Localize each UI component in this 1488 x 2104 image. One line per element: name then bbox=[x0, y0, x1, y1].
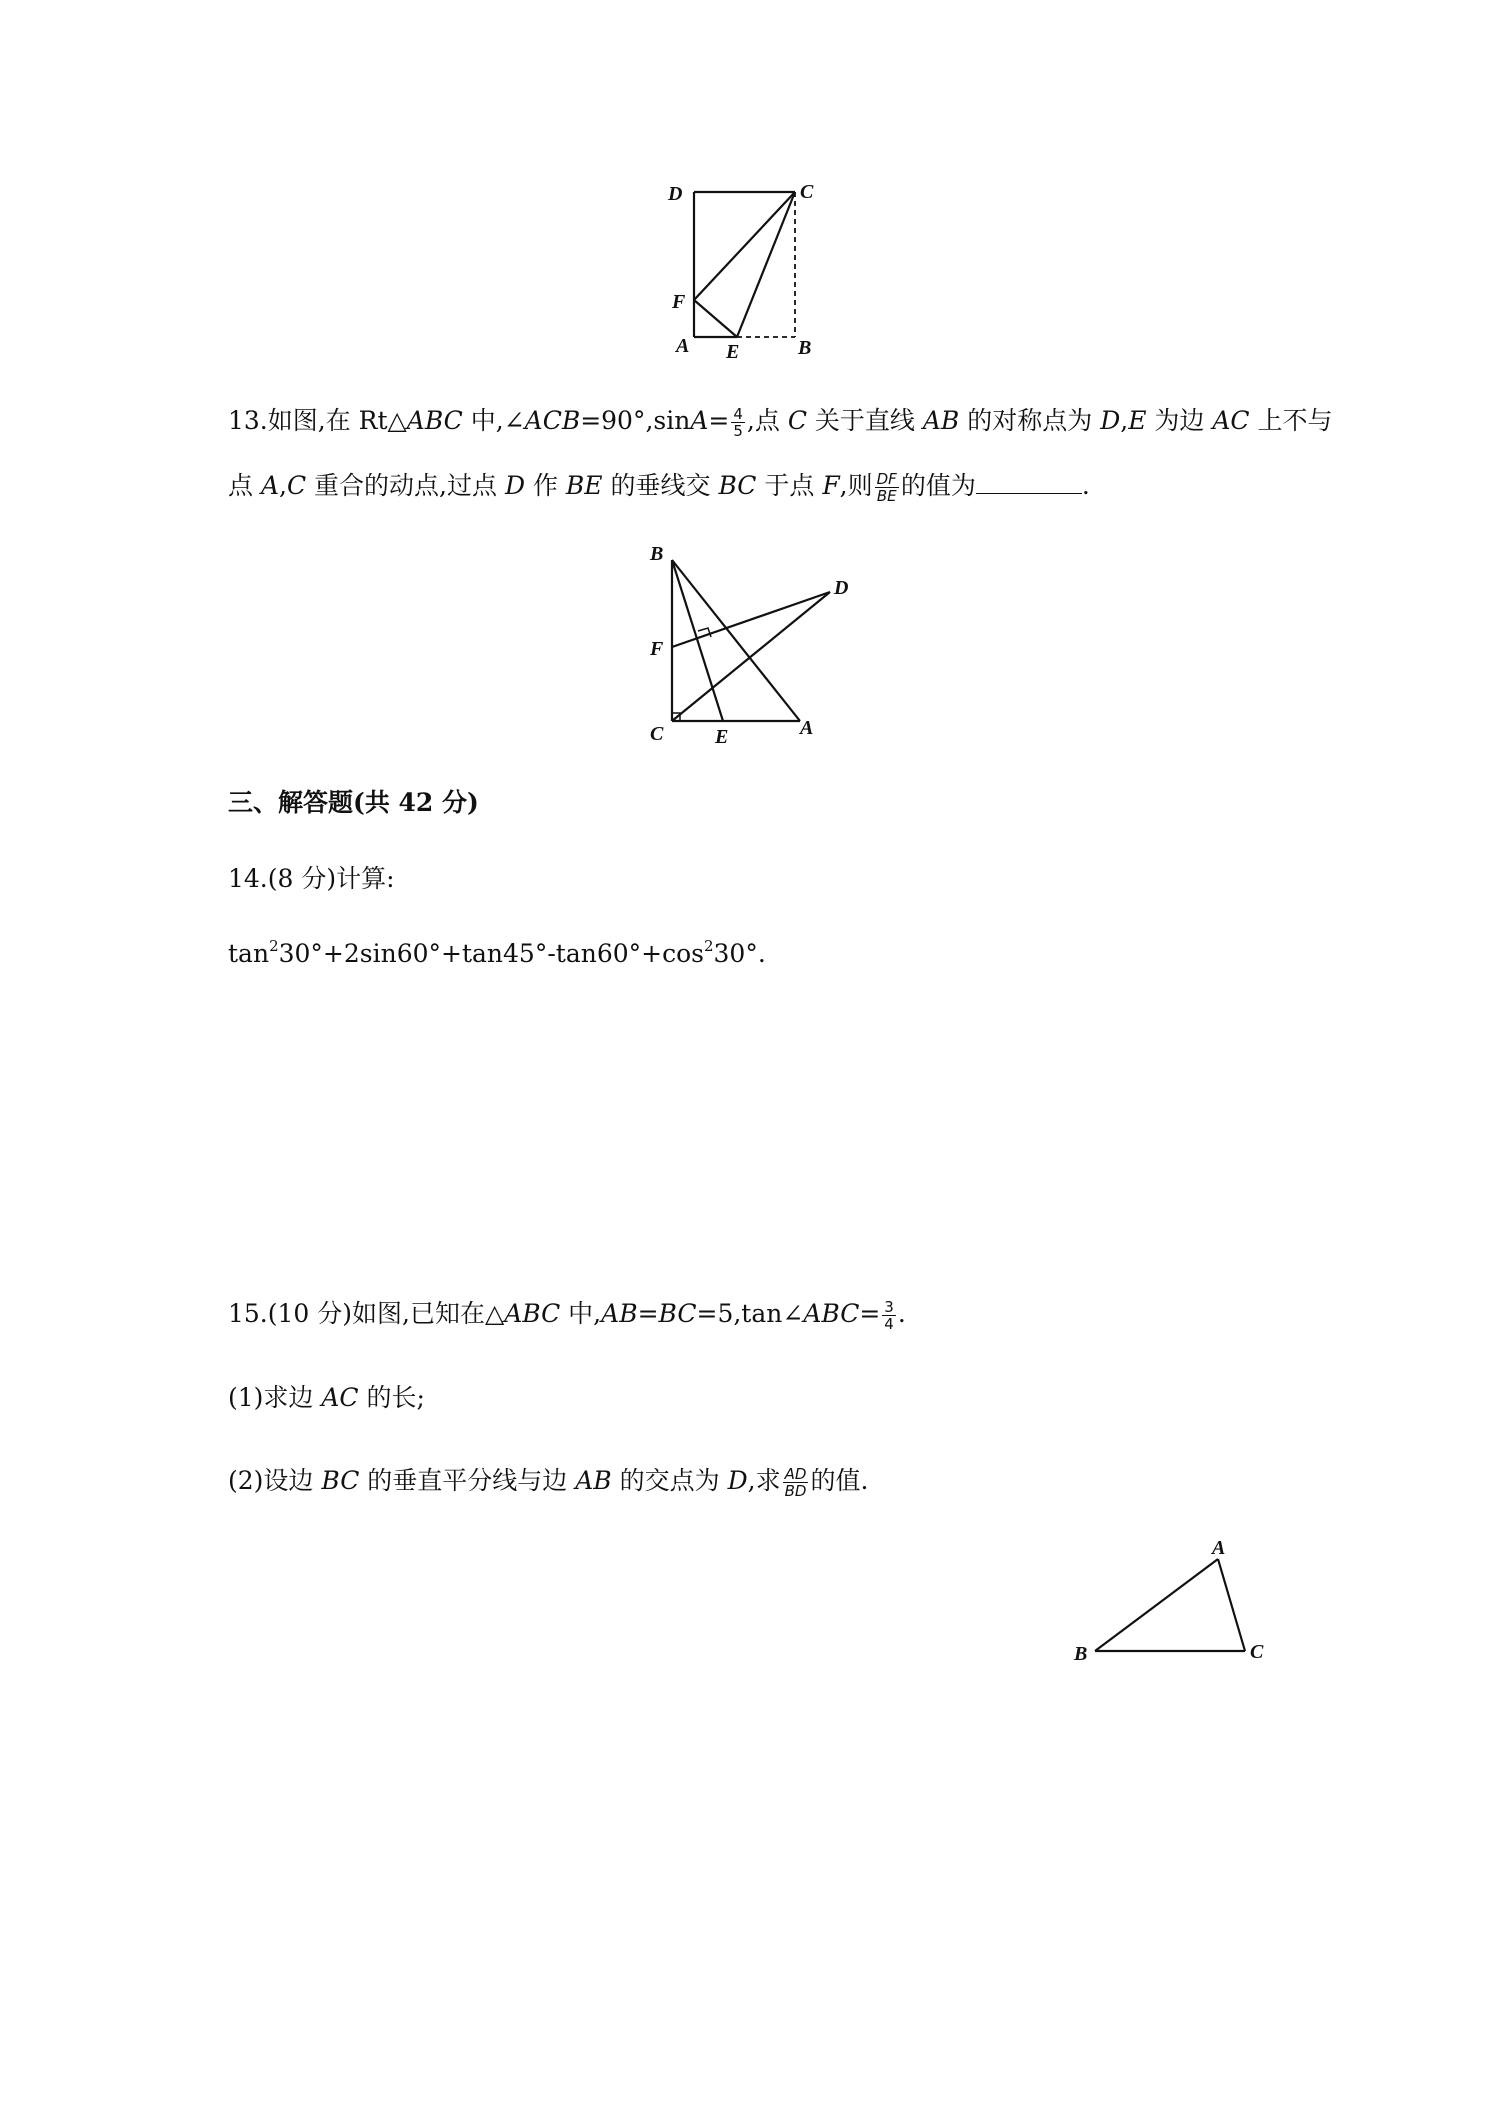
label-B: B bbox=[798, 337, 812, 359]
label-A: A bbox=[676, 335, 690, 357]
q13-line2: 点 A,C 重合的动点,过点 D 作 BE 的垂线交 BC 于点 F,则 $\frac{DF}{BE}$ 的值为 . bbox=[228, 470, 1090, 505]
label-C: C bbox=[650, 723, 664, 745]
q15-part1: (1)求边 AC 的长; bbox=[228, 1383, 425, 1412]
figure-triangle-reflection bbox=[640, 538, 860, 753]
segment-BA bbox=[1095, 1559, 1218, 1651]
label-B: B bbox=[1074, 1643, 1088, 1665]
fraction-DF-BE: $\frac{DF}{BE}$ bbox=[876, 470, 897, 505]
q14-expression: $\tan^230^\circ+2\sin 60^\circ+\tan 45^\circ-\tan 60^\circ+\cos^230^\circ$. bbox=[228, 936, 766, 968]
label-E: E bbox=[715, 726, 729, 748]
label-B: B bbox=[650, 543, 664, 565]
label-D: D bbox=[834, 577, 849, 599]
figure-rectangle bbox=[660, 170, 840, 365]
q13-number: 13. bbox=[228, 406, 268, 435]
label-E: E bbox=[726, 341, 740, 363]
answer-blank[interactable] bbox=[976, 471, 1082, 494]
segment-CD bbox=[672, 592, 830, 721]
section-heading: 三、解答题(共 42 分) bbox=[228, 788, 479, 817]
segment-AC bbox=[1218, 1559, 1245, 1651]
label-D: D bbox=[668, 183, 683, 205]
label-A: A bbox=[800, 717, 814, 739]
label-A: A bbox=[1212, 1537, 1226, 1559]
q13-line1: 13.如图,在 Rt△ABC 中,∠ACB=90°,sinA= $\frac{4}{5}$ ,点 C 关于直线 AB 的对称点为 D,E 为边 AC 上不与 bbox=[228, 405, 1333, 440]
segment-BE bbox=[672, 560, 723, 721]
label-C: C bbox=[1250, 1641, 1264, 1663]
segment-FD bbox=[672, 592, 830, 647]
fraction-AD-BD: $\frac{AD}{BD}$ bbox=[784, 1465, 807, 1500]
segment-CE bbox=[737, 192, 795, 337]
segment-FE bbox=[694, 300, 737, 337]
fraction-4-5: $\frac{4}{5}$ bbox=[733, 405, 743, 440]
fraction-3-4: $\frac{3}{4}$ bbox=[884, 1298, 894, 1333]
label-F: F bbox=[672, 291, 686, 313]
label-F: F bbox=[650, 638, 664, 660]
segment-CF bbox=[694, 192, 795, 300]
q14-header: 14.(8 分)计算: bbox=[228, 864, 395, 893]
figure-triangle-abc bbox=[1060, 1530, 1280, 1680]
q15-part2: (2)设边 BC 的垂直平分线与边 AB 的交点为 D,求 $\frac{AD}{BD}$ 的值. bbox=[228, 1465, 869, 1500]
label-C: C bbox=[800, 181, 814, 203]
q15-statement: 15.(10 分)如图,已知在△ABC 中,AB=BC=5,tan∠ABC= $\frac{3}{4}$ . bbox=[228, 1298, 906, 1333]
